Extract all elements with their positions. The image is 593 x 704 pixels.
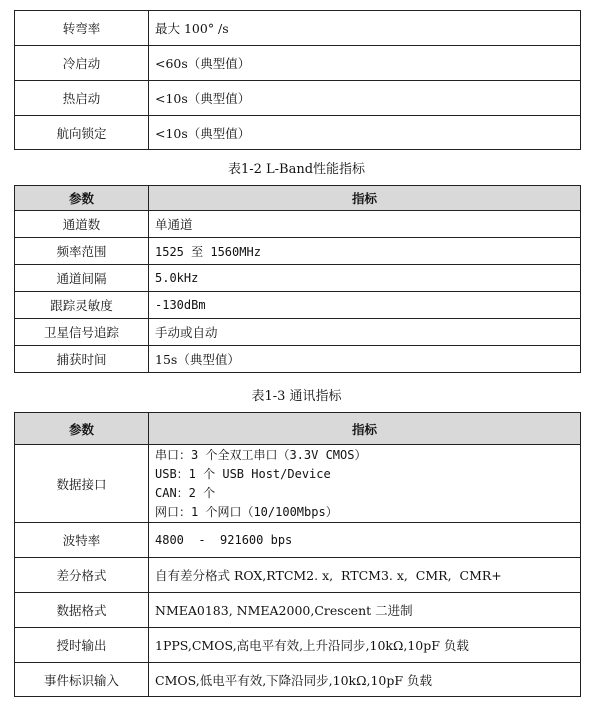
value-cell: 1525 至 1560MHz — [149, 238, 581, 265]
interface-line-serial: 串口：3 个全双工串口（3.3V CMOS） — [155, 447, 367, 462]
table-header-row — [15, 413, 581, 445]
param-cell: 转弯率 — [15, 11, 149, 46]
table-row — [15, 292, 581, 319]
param-cell: 跟踪灵敏度 — [15, 292, 149, 319]
table-header-row — [15, 186, 581, 211]
param-cell: 通道间隔 — [15, 265, 149, 292]
param-cell: 热启动 — [15, 81, 149, 116]
value-cell: -130dBm — [149, 292, 581, 319]
value-cell: <10s（典型值） — [149, 116, 581, 150]
param-cell: 数据格式 — [15, 593, 149, 628]
table-caption: 表1-3 通讯指标 — [251, 389, 342, 404]
param-cell: 频率范围 — [15, 238, 149, 265]
table-comm-specs — [14, 412, 581, 697]
value-cell: 5.0kHz — [149, 265, 581, 292]
interface-line-usb: USB：1 个 USB Host/Device — [155, 466, 331, 481]
table-row — [15, 663, 581, 697]
table-row — [15, 11, 581, 46]
param-cell: 冷启动 — [15, 46, 149, 81]
table-row — [15, 445, 581, 523]
header-param: 参数 — [15, 186, 149, 211]
param-cell: 捕获时间 — [15, 346, 149, 373]
value-cell: 单通道 — [149, 211, 581, 238]
param-cell: 授时输出 — [15, 628, 149, 663]
value-cell: 4800 - 921600 bps — [149, 523, 581, 558]
interface-line-ethernet: 网口：1 个网口（10/100Mbps） — [155, 504, 338, 519]
table-row — [15, 558, 581, 593]
table-row — [15, 46, 581, 81]
value-cell: 1PPS,CMOS,高电平有效,上升沿同步,10kΩ,10pF 负载 — [149, 628, 581, 663]
value-cell: NMEA0183, NMEA2000,Crescent 二进制 — [149, 593, 581, 628]
param-cell: 波特率 — [15, 523, 149, 558]
interface-line-can: CAN：2 个 — [155, 485, 216, 500]
table-caption: 表1-2 L-Band性能指标 — [227, 162, 366, 177]
table-row — [15, 593, 581, 628]
value-cell: 手动或自动 — [149, 319, 581, 346]
table-row — [15, 628, 581, 663]
table-row — [15, 346, 581, 373]
header-spec: 指标 — [149, 186, 581, 211]
table-row — [15, 238, 581, 265]
table-row — [15, 81, 581, 116]
header-spec: 指标 — [149, 413, 581, 445]
param-cell: 航向锁定 — [15, 116, 149, 150]
param-cell: 差分格式 — [15, 558, 149, 593]
table-row — [15, 319, 581, 346]
value-cell — [149, 445, 581, 523]
table-row — [15, 116, 581, 150]
table-row — [15, 523, 581, 558]
header-param: 参数 — [15, 413, 149, 445]
param-cell: 数据接口 — [15, 445, 149, 523]
value-cell: 最大 100° /s — [149, 11, 581, 46]
param-cell: 事件标识输入 — [15, 663, 149, 697]
value-cell: CMOS,低电平有效,下降沿同步,10kΩ,10pF 负载 — [149, 663, 581, 697]
param-cell: 卫星信号追踪 — [15, 319, 149, 346]
value-cell: 15s（典型值） — [149, 346, 581, 373]
table-row — [15, 265, 581, 292]
value-cell: <60s（典型值） — [149, 46, 581, 81]
table-row — [15, 211, 581, 238]
table-lband-specs — [14, 185, 581, 373]
value-cell: <10s（典型值） — [149, 81, 581, 116]
table-motion-specs — [14, 10, 581, 150]
value-cell: 自有差分格式 ROX,RTCM2. x, RTCM3. x, CMR, CMR+ — [149, 558, 581, 593]
param-cell: 通道数 — [15, 211, 149, 238]
